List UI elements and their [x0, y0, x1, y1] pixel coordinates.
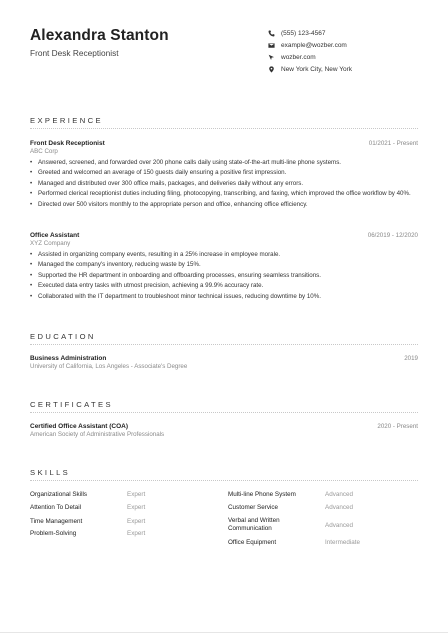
- job-bullet: • Performed clerical receptionist duties including filing, photocopying, transcribing, and faxing, which improved the office workflow by 40%.: [30, 190, 418, 198]
- skill-name: Time Management: [30, 518, 83, 525]
- job-title: Office Assistant: [30, 232, 80, 239]
- contact-location: [268, 64, 438, 76]
- skill-name: Office Equipment: [228, 539, 277, 546]
- job-bullets: [30, 159, 418, 209]
- section-divider: [30, 412, 418, 413]
- skill-name: Customer Service: [228, 504, 279, 511]
- education-section: [30, 332, 418, 341]
- skill-level: Advanced: [325, 504, 354, 511]
- contact-location-text: New York City, New York: [281, 66, 353, 74]
- job-bullet: • Managed the company's inventory, reducing waste by 15%.: [30, 261, 418, 269]
- skill-level: Expert: [127, 530, 146, 537]
- job-bullet: • Collaborated with the IT department to troubleshoot minor technical issues, reducing downtime by 10%.: [30, 293, 418, 301]
- job-bullet: • Directed over 500 visitors monthly to the appropriate person and office, enhancing office efficiency.: [30, 201, 418, 209]
- skill-level: Expert: [127, 518, 146, 525]
- location-pin-icon: [268, 66, 281, 73]
- degree: Business Administration: [30, 355, 107, 362]
- experience-heading: EXPERIENCE: [30, 116, 103, 125]
- contact-website-text[interactable]: wozber.com: [281, 53, 316, 61]
- job-bullet: • Greeted and welcomed an average of 150 guests daily ensuring a positive first impression.: [30, 169, 418, 177]
- job-entry: [30, 140, 418, 211]
- skill-level: Intermediate: [325, 539, 361, 546]
- contact-phone-text: (555) 123-4567: [281, 29, 326, 37]
- contact-block: [268, 27, 438, 76]
- school: University of California, Los Angeles - Associate's Degree: [30, 363, 188, 370]
- candidate-name: Alexandra Stanton: [30, 27, 169, 44]
- skill-level: Advanced: [325, 491, 354, 498]
- skills-heading: SKILLS: [30, 468, 71, 477]
- skills-section: [30, 468, 418, 477]
- candidate-title: Front Desk Receptionist: [30, 48, 119, 58]
- certificate-name: Certified Office Assistant (COA): [30, 423, 128, 430]
- job-dates: 06/2019 - 12/2020: [367, 232, 418, 239]
- graduation-year: 2019: [404, 355, 418, 362]
- section-divider: [30, 480, 418, 481]
- skill-name: Organizational Skills: [30, 491, 88, 498]
- skill-level: Advanced: [325, 522, 354, 529]
- skill-name: Verbal and Written Communication: [228, 517, 280, 532]
- section-divider: [30, 128, 418, 129]
- page-bottom-rule: [0, 632, 448, 633]
- education-heading: EDUCATION: [30, 332, 96, 341]
- certificate-issuer: American Society of Administrative Professionals: [30, 431, 165, 438]
- job-title: Front Desk Receptionist: [30, 140, 105, 147]
- job-company: ABC Corp: [30, 148, 58, 155]
- phone-icon: [268, 30, 281, 37]
- contact-phone: [268, 27, 438, 39]
- job-bullet: • Supported the HR department in onboarding and offboarding processes, ensuring seamless transitions.: [30, 272, 418, 280]
- job-bullets: [30, 251, 418, 301]
- skill-name: Attention To Detail: [30, 504, 81, 511]
- job-bullet: • Managed and distributed over 300 office mails, packages, and deliveries daily without any errors.: [30, 180, 418, 188]
- contact-email: [268, 39, 438, 51]
- contact-email-text[interactable]: example@wozber.com: [281, 41, 347, 49]
- job-dates: 01/2021 - Present: [368, 140, 418, 147]
- certificates-section: [30, 400, 418, 409]
- certificates-heading: CERTIFICATES: [30, 400, 113, 409]
- skill-level: Expert: [127, 504, 146, 511]
- skill-name: Problem-Solving: [30, 530, 77, 537]
- education-entry: [30, 355, 418, 370]
- job-entry: [30, 232, 418, 303]
- certificate-dates: 2020 - Present: [377, 423, 418, 430]
- skill-name: Multi-line Phone System: [228, 491, 296, 498]
- contact-website: [268, 51, 438, 63]
- job-company: XYZ Company: [30, 240, 71, 247]
- job-bullet: • Assisted in organizing company events, resulting in a 25% increase in employee morale.: [30, 251, 418, 259]
- experience-section: [30, 116, 418, 125]
- job-bullet: • Answered, screened, and forwarded over 200 phone calls daily using state-of-the-art multi-line phone systems.: [30, 159, 418, 167]
- skill-level: Expert: [127, 491, 146, 498]
- job-bullet: • Executed data entry tasks with utmost precision, achieving a 99.9% accuracy rate.: [30, 282, 418, 290]
- certificate-entry: [30, 423, 418, 438]
- email-icon: [268, 42, 281, 49]
- link-icon: [268, 54, 281, 61]
- section-divider: [30, 344, 418, 345]
